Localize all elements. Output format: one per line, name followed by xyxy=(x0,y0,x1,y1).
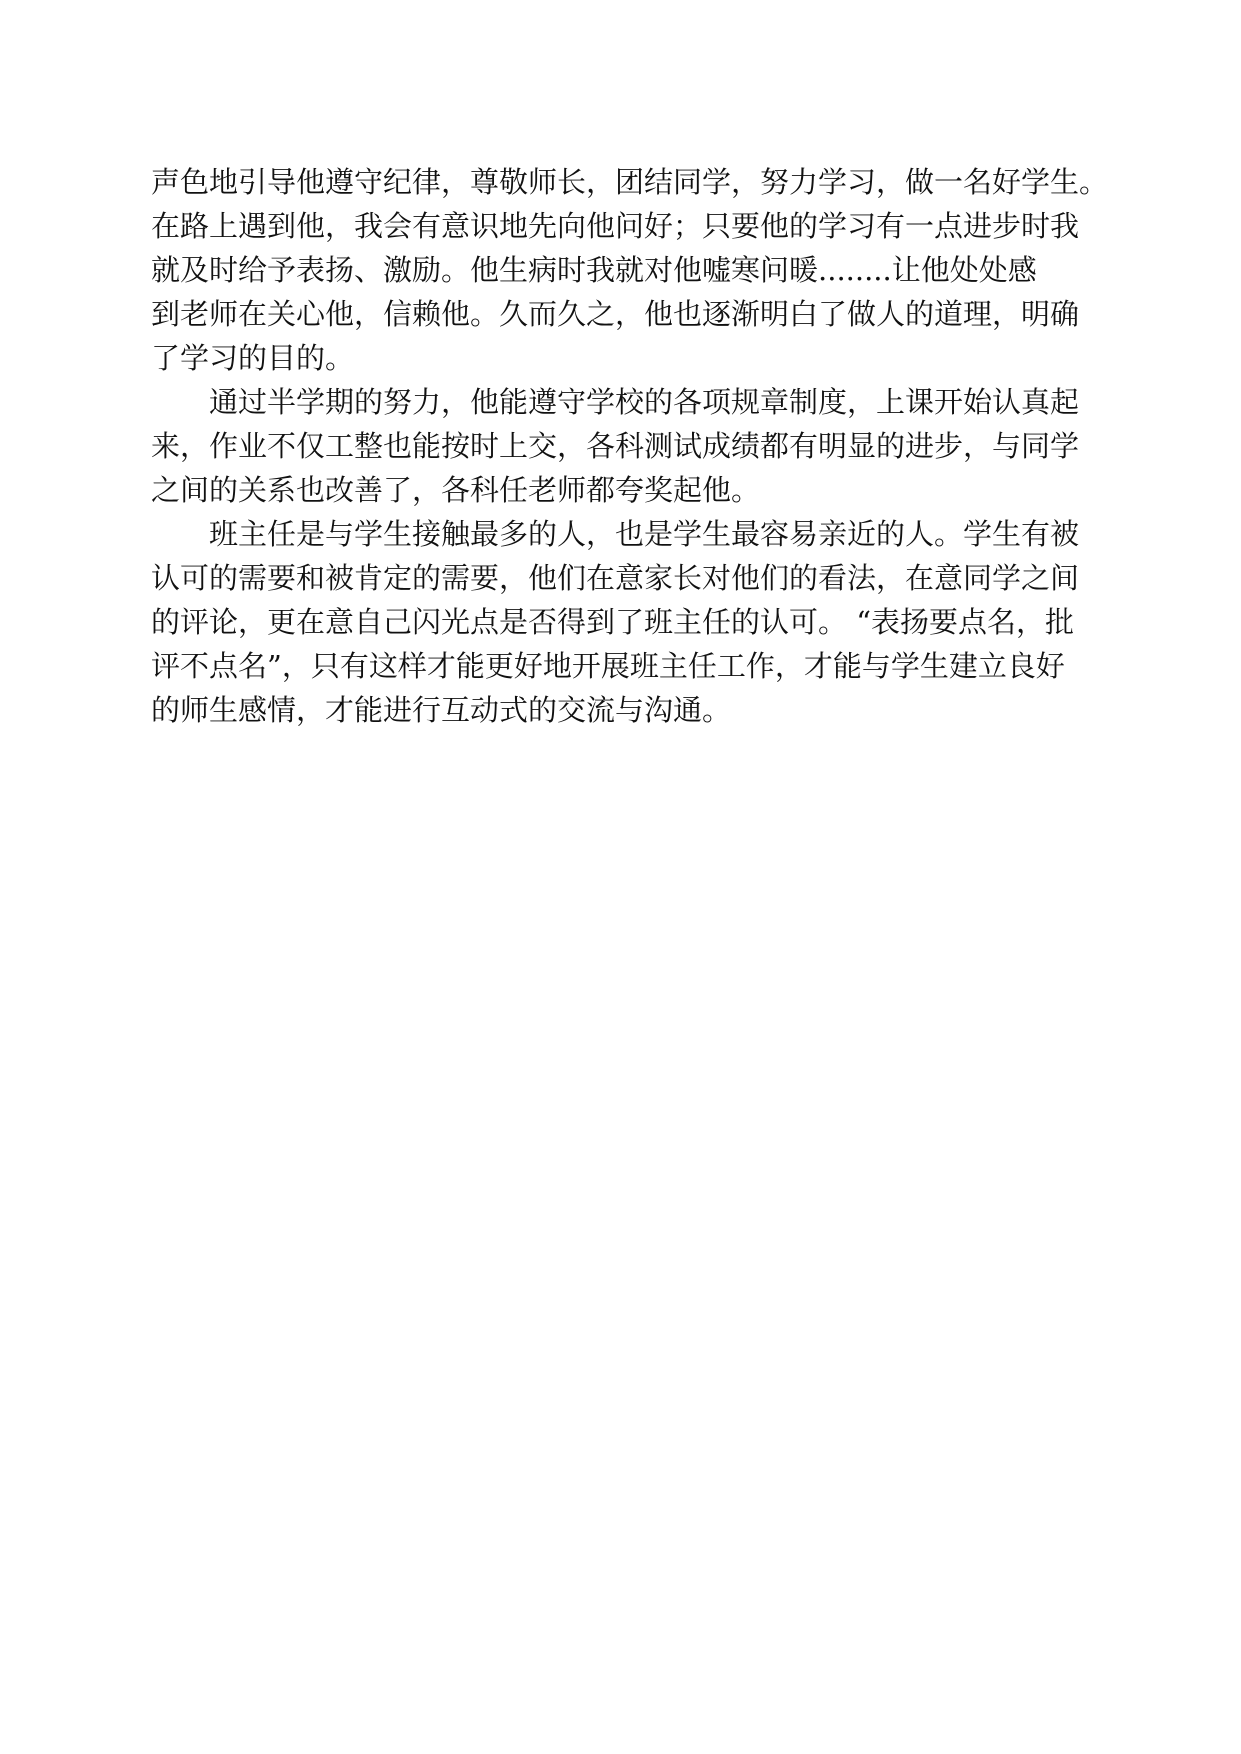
paragraph-1 xyxy=(151,160,1109,380)
text-line: 认可的需要和被肯定的需要，他们在意家长对他们的看法，在意同学之间 xyxy=(151,561,1080,595)
document-page xyxy=(151,160,1109,732)
text-line: 在路上遇到他，我会有意识地先向他问好；只要他的学习有一点进步时我 xyxy=(151,209,1080,243)
text-line: 来，作业不仅工整也能按时上交，各科测试成绩都有明显的进步，与同学 xyxy=(151,429,1080,463)
text-line: 的评论，更在意自己闪光点是否得到了班主任的认可。 “表扬要点名，批 xyxy=(151,605,1075,639)
paragraph-3 xyxy=(151,512,1086,732)
text-line: 就及时给予表扬、激励。他生病时我就对他嘘寒问暖........让他处处感 xyxy=(151,253,1037,287)
text-line: 之间的关系也改善了，各科任老师都夸奖起他。 xyxy=(151,473,761,507)
text-line: 通过半学期的努力，他能遵守学校的各项规章制度，上课开始认真起 xyxy=(209,385,1080,419)
text-line: 声色地引导他遵守纪律，尊敬师长，团结同学，努力学习，做一名好学生。 xyxy=(151,165,1109,199)
text-line: 了学习的目的。 xyxy=(151,341,355,375)
text-line: 班主任是与学生接触最多的人，也是学生最容易亲近的人。学生有被 xyxy=(209,517,1080,551)
paragraph-2 xyxy=(151,380,1086,512)
text-line: 评不点名”，只有这样才能更好地开展班主任工作，才能与学生建立良好 xyxy=(151,649,1065,683)
text-line: 到老师在关心他，信赖他。久而久之，他也逐渐明白了做人的道理，明确 xyxy=(151,297,1080,331)
text-line: 的师生感情，才能进行互动式的交流与沟通。 xyxy=(151,693,732,727)
